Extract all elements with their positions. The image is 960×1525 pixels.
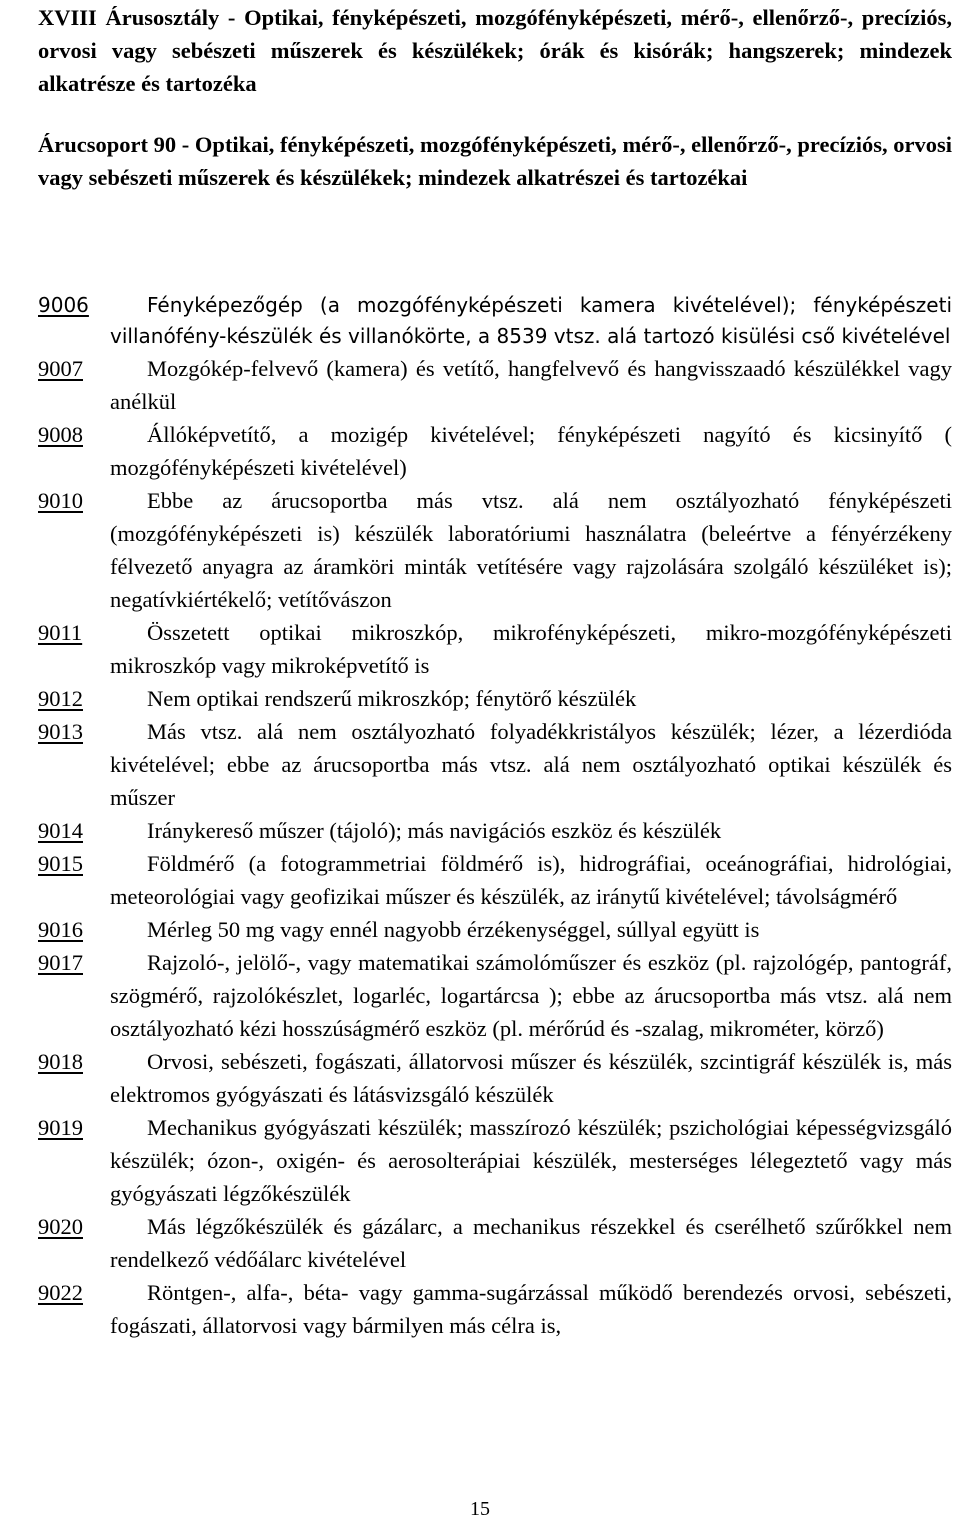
tariff-description: Földmérő (a fotogrammetriai földmérő is), hidrográfiai, oceánográfiai, hidrológiai, meteorológiai vagy geofizikai műszer és készülék, az iránytű kivételével; távolságmérő [110, 851, 952, 909]
tariff-entry [38, 484, 952, 616]
tariff-code: 9012 [38, 686, 83, 711]
tariff-code: 9010 [38, 488, 83, 513]
tariff-code: 9006 [38, 293, 89, 317]
tariff-entry [38, 814, 952, 847]
tariff-description: Iránykereső műszer (tájoló); más navigációs eszköz és készülék [147, 818, 722, 843]
tariff-entry [38, 616, 952, 682]
tariff-description: Ebbe az árucsoportba más vtsz. alá nem osztályozható fényképészeti (mozgófényképészeti is) készülék laboratóriumi használatra (beleértve a fényérzékeny félvezető anyagra az áramköri minták vetítésére vagy rajzolására szolgáló készüléket is); negatívkiértékelő; vetítővászon [110, 488, 952, 612]
tariff-code: 9013 [38, 719, 83, 744]
tariff-description: Mérleg 50 mg vagy ennél nagyobb érzékenységgel, súllyal együtt is [147, 917, 760, 942]
tariff-code: 9011 [38, 620, 83, 645]
tariff-description: Összetett optikai mikroszkóp, mikrofényképészeti, mikro-mozgófényképészeti mikroszkóp vagy mikroképvetítő is [110, 620, 952, 678]
tariff-entry [38, 682, 952, 715]
tariff-code: 9016 [38, 917, 83, 942]
tariff-entry [38, 418, 952, 484]
tariff-code: 9008 [38, 422, 83, 447]
tariff-entry [38, 290, 952, 352]
tariff-code: 9015 [38, 851, 83, 876]
tariff-description: Mechanikus gyógyászati készülék; masszírozó készülék; pszichológiai képességvizsgáló készülék; ózon-, oxigén- és aerosolterápiai készülék, mesterséges lélegeztető vagy más gyógyászati légzőkészülék [110, 1115, 952, 1206]
tariff-description: Mozgókép-felvevő (kamera) és vetítő, hangfelvevő és hangvisszaadó készülékkel vagy anélkül [110, 356, 952, 414]
tariff-entry [38, 715, 952, 814]
tariff-code: 9014 [38, 818, 83, 843]
tariff-code: 9018 [38, 1049, 83, 1074]
tariff-description: Rajzoló-, jelölő-, vagy matematikai számolóműszer és eszköz (pl. rajzológép, pantográf, szögmérő, rajzolókészlet, logarléc, logartárcsa ); ebbe az árucsoportba más vtsz. alá nem osztályozható kézi hosszúságmérő eszköz (pl. mérőrúd és -szalag, mikrométer, körző) [110, 950, 952, 1041]
tariff-description: Más vtsz. alá nem osztályozható folyadékkristályos készülék; lézer, a lézerdióda kivételével; ebbe az árucsoportba más vtsz. alá nem osztályozható optikai készülék és műszer [110, 719, 952, 810]
tariff-description: Nem optikai rendszerű mikroszkóp; fénytörő készülék [147, 686, 637, 711]
tariff-entry [38, 1210, 952, 1276]
tariff-description: Fényképezőgép (a mozgófényképészeti kamera kivételével); fényképészeti villanófény-készülék és villanókörte, a 8539 vtsz. alá tartozó kisülési cső kivételével [110, 293, 952, 348]
tariff-code: 9020 [38, 1214, 83, 1239]
section-title: XVIII Árusosztály - Optikai, fényképészeti, mozgófényképészeti, mérő-, ellenőrző-, precíziós, orvosi vagy sebészeti műszerek és készülékek; órák és kisórák; hangszerek; mindezek alkatrésze és tartozéka [38, 5, 952, 96]
tariff-description: Más légzőkészülék és gázálarc, a mechanikus részekkel és cserélhető szűrőkkel nem rendelkező védőálarc kivételével [110, 1214, 952, 1272]
tariff-entry-list [38, 290, 952, 1342]
tariff-description: Röntgen-, alfa-, béta- vagy gamma-sugárzással működő berendezés orvosi, sebészeti, fogászati, állatorvosi vagy bármilyen más célra is, [110, 1280, 952, 1338]
tariff-entry [38, 847, 952, 913]
tariff-code: 9007 [38, 356, 83, 381]
page-number: 15 [470, 1498, 490, 1520]
tariff-description: Orvosi, sebészeti, fogászati, állatorvosi műszer és készülék, szcintigráf készülék is, más elektromos gyógyászati és látásvizsgáló készülék [110, 1049, 952, 1107]
tariff-entry [38, 946, 952, 1045]
tariff-code: 9019 [38, 1115, 83, 1140]
group-title: Árucsoport 90 - Optikai, fényképészeti, mozgófényképészeti, mérő-, ellenőrző-, precíziós, orvosi vagy sebészeti műszerek és készülékek; mindezek alkatrészei és tartozékai [38, 132, 952, 190]
tariff-code: 9017 [38, 950, 83, 975]
tariff-entry [38, 913, 952, 946]
tariff-entry [38, 1276, 952, 1342]
tariff-entry [38, 352, 952, 418]
tariff-code: 9022 [38, 1280, 83, 1305]
tariff-entry [38, 1045, 952, 1111]
tariff-description: Állóképvetítő, a mozigép kivételével; fényképészeti nagyító és kicsinyítő ( mozgófényképészeti kivételével) [110, 422, 952, 480]
tariff-entry [38, 1111, 952, 1210]
